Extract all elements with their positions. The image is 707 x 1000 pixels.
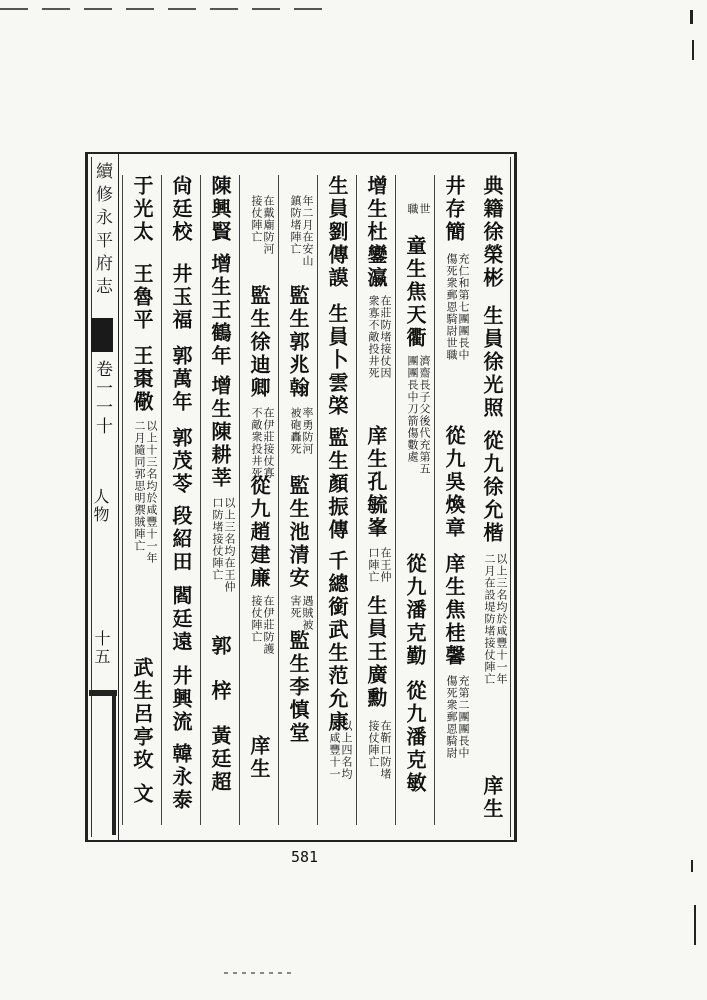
entry-name: 庠生孔毓峯 [364,425,388,540]
entry-name: 千總銜武生范允康 [325,550,349,734]
annotation: 接仗陣亡 [250,195,263,243]
text-column [317,175,356,825]
scan-speck [690,10,693,24]
annotation: 團團長中刀箭傷數處 [406,355,419,463]
annotation: 在莊防堵接仗因 [379,295,392,379]
annotation: 接仗陣亡 [367,720,380,768]
entry-name: 郭 [208,635,232,658]
margin-section: 人物 [91,488,110,524]
annotation: 在靳口防堵 [379,720,392,780]
text-column [356,175,395,825]
annotation: 於咸豐十一 [328,720,341,780]
entry-name: 庠生 [480,775,504,821]
fish-tail-mark [91,318,113,352]
entry-name: 庠生焦桂馨 [442,553,466,668]
entry-name: 黃廷超 [208,725,232,794]
page-number: 581 [291,848,319,866]
annotation: 傷死衆郵恩騎尉 [445,675,458,759]
annotation: 在伊莊接仗寡 [262,407,275,479]
text-column [161,175,200,825]
scan-speck [694,905,696,945]
annotation: 充第二團團長中 [457,675,470,759]
entry-name: 從九潘克敏 [403,680,427,795]
scan-speck [692,40,694,60]
annotation: 以上三名均於咸豐十一年 [495,553,508,685]
annotation: 在戴廟防河 [262,195,275,255]
entry-name: 監生顏振傳 [325,427,349,542]
annotation: 二月隨同郭思明禦賊陣亡 [133,420,146,552]
entry-name: 增生杜鑾瀛 [364,175,388,290]
entry-name: 監生徐迪卿 [247,285,271,400]
annotation: 被砲轟死 [289,407,302,455]
entry-name: 梓 [208,680,232,703]
entry-name: 王魯平 [130,263,154,332]
annotation: 率勇防河 [301,407,314,455]
entry-name: 段紹田 [169,505,193,574]
entry-name: 生員王廣勳 [364,595,388,710]
annotation: 鎮防堵陣亡 [289,195,302,255]
annotation: 世 [418,203,431,215]
entry-name: 武生呂亭玫 [130,657,154,772]
entry-name: 韓永泰 [169,743,193,812]
entry-name: 王棗儆 [130,345,154,414]
entry-name: 文 [130,783,154,806]
text-column [278,175,317,825]
entry-name: 郭茂苓 [169,427,193,496]
entry-name: 童生焦天衢 [403,235,427,350]
text-column [122,175,161,825]
margin-bar-vertical [112,690,116,835]
annotation: 以上十三名均於咸豐十一年 [145,420,158,564]
annotation: 年二月在安山 [301,195,314,267]
entry-name: 從九潘克勤 [403,553,427,668]
entry-name: 閻廷遠 [169,585,193,654]
margin-page: 十五 [92,630,111,666]
entry-name: 尙廷校 [169,175,193,244]
top-edge-dashes [0,8,330,10]
entry-name: 陳興賢 [208,175,232,244]
annotation: 傷死衆郵恩騎尉世職 [445,253,458,361]
entry-name: 生員卜雲棨 [325,303,349,418]
entry-name: 郭萬年 [169,345,193,414]
annotation: 遇賊被 [301,595,314,631]
bottom-marks [224,972,292,974]
text-column [200,175,239,825]
entry-name: 生員徐光照 [480,305,504,420]
entry-name: 監生李慎堂 [286,630,310,745]
entry-name: 井存簡 [442,175,466,244]
entry-name: 監生池清安 [286,475,310,590]
annotation: 以上三名均在王仲 [223,497,236,593]
scan-speck [691,860,693,872]
annotation: 口防堵接仗陣亡 [211,497,224,581]
annotation: 濟齋長子父後代充第五 [418,355,431,475]
annotation: 在王仲 [379,547,392,583]
annotation: 接仗陣亡 [250,595,263,643]
text-column [473,175,512,825]
entry-name: 于光太 [130,175,154,244]
annotation: 口陣亡 [367,547,380,583]
margin-juan: 卷一一十 [92,360,112,436]
entry-name: 增生陳耕莘 [208,375,232,490]
entry-name: 庠生 [247,735,271,781]
text-column [239,175,278,825]
annotation: 以上四名均 [340,720,353,780]
annotation: 不敵衆投井死 [250,407,263,479]
annotation: 衆寡不敵投井死 [367,295,380,379]
entry-name: 從九徐允楷 [480,430,504,545]
text-column [434,175,473,825]
entry-name: 從九吳煥章 [442,425,466,540]
entry-name: 井興流 [169,665,193,734]
entry-name: 典籍徐榮彬 [480,175,504,290]
entry-name: 增生王鶴年 [208,253,232,368]
annotation: 充仁和第七團團長中 [457,253,470,361]
entry-name: 生員劉傳謨 [325,175,349,290]
margin-title: 續修永平府志 [92,162,112,300]
annotation: 在伊莊防護 [262,595,275,655]
annotation: 二月在設堤防堵接仗陣亡 [483,553,496,685]
text-column [395,175,434,825]
entry-name: 井玉福 [169,263,193,332]
annotation: 害死 [289,595,302,619]
entry-name: 從九趙建廉 [247,475,271,590]
annotation: 職 [406,203,419,215]
entry-name: 監生郭兆翰 [286,285,310,400]
